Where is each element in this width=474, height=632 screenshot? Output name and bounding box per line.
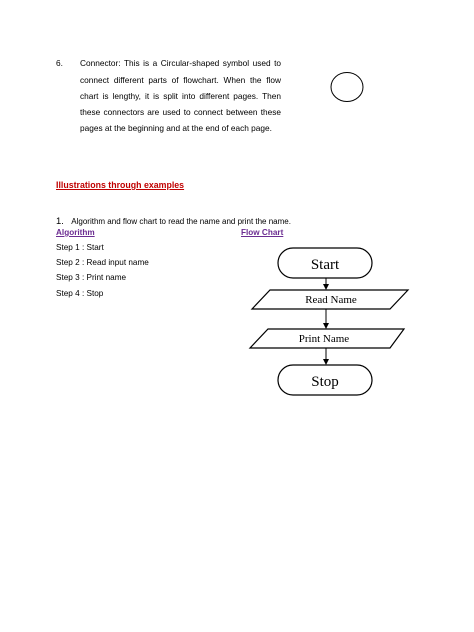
stop-label: Stop bbox=[311, 374, 339, 390]
algorithm-heading: Algorithm bbox=[56, 228, 95, 237]
flowchart-diagram bbox=[240, 240, 420, 400]
example-text: Algorithm and flow chart to read the name and print the name. bbox=[71, 217, 291, 226]
connector-line-3: chart is lengthy, it is split into different pages. Then bbox=[80, 91, 281, 101]
connector-line-2: connect different parts of flowchart. When the flow bbox=[80, 75, 281, 85]
connector-line-1: Connector: This is a Circular-shaped symbol used to bbox=[80, 58, 281, 68]
connector-circle bbox=[331, 73, 363, 102]
example-statement bbox=[56, 211, 291, 229]
algorithm-step: Step 1 : Start bbox=[56, 243, 104, 252]
start-label: Start bbox=[310, 257, 340, 273]
read-name-label: Read Name bbox=[305, 294, 357, 306]
connector-item-number: 6. bbox=[56, 58, 63, 68]
algorithm-step: Step 2 : Read input name bbox=[56, 258, 149, 267]
example-number: 1. bbox=[56, 215, 64, 226]
algorithm-step: Step 3 : Print name bbox=[56, 273, 127, 282]
section-heading: Illustrations through examples bbox=[56, 180, 185, 190]
connector-symbol bbox=[328, 70, 366, 104]
connector-line-4: these connectors are used to connect between these bbox=[80, 107, 281, 117]
algorithm-step: Step 4 : Stop bbox=[56, 289, 104, 298]
print-name-label: Print Name bbox=[298, 333, 350, 345]
connector-line-5: pages at the beginning and at the end of each page. bbox=[80, 123, 272, 133]
flowchart-heading: Flow Chart bbox=[241, 228, 284, 237]
